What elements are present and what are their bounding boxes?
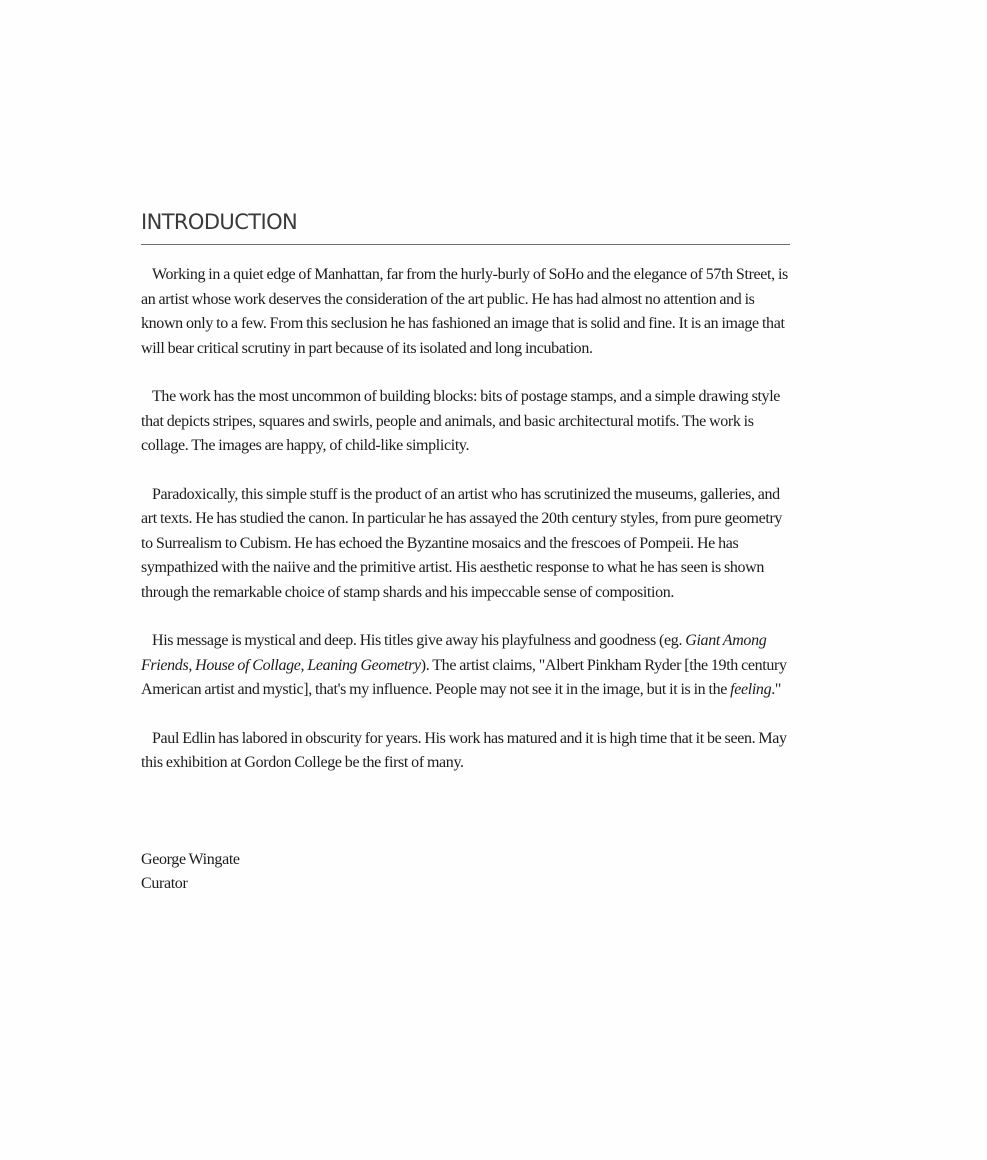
heading-rule: [141, 244, 790, 245]
paragraph-4-text-c: .": [771, 681, 782, 698]
paragraph-4-text-a: His message is mystical and deep. His titles give away his playfulness and goodness (eg.: [152, 632, 686, 649]
signature-name: George Wingate: [141, 850, 240, 868]
signature-title: Curator: [141, 875, 188, 892]
document-content: [141, 207, 790, 897]
paragraph-2: The work has the most uncommon of building blocks: bits of postage stamps, and a simple drawing style that depicts stripes, squares and swirls, people and animals, and basic architectural motifs. The work is collage. The images are happy, of child-like simplicity.: [141, 388, 781, 454]
paragraph-4: [141, 629, 790, 703]
paragraph-5: Paul Edlin has labored in obscurity for years. His work has matured and it is high time that it be seen. May this exhibition at Gordon College be the first of many.: [141, 729, 787, 771]
paragraph-1: Working in a quiet edge of Manhattan, far from the hurly-burly of SoHo and the elegance of 57th Street, is an artist whose work deserves the consideration of the art public. He has had almost no attention and is known only to a few. From this seclusion he has fashioned an image that is solid and fine. It is an image that will bear critical scrutiny in part because of its isolated and long incubation.: [141, 266, 788, 357]
paragraph-4-text-b: ). The artist claims, "Albert Pinkham Ryder [the 19th century American artist and mystic], that's my influence. People may not see it in the image, but it is in the: [141, 656, 787, 698]
section-heading: INTRODUCTION: [141, 210, 298, 234]
document-body: [141, 263, 790, 897]
paragraph-3: Paradoxically, this simple stuff is the product of an artist who has scrutinized the museums, galleries, and art texts. He has studied the canon. In particular he has assayed the 20th century styles, from pure geometry to Surrealism to Cubism. He has echoed the Byzantine mosaics and the frescoes of Pompeii. He has sympathized with the naiive and the primitive artist. His aesthetic response to what he has seen is shown through the remarkable choice of stamp shards and his impeccable sense of composition.: [141, 485, 783, 601]
emphasis-feeling: feeling: [730, 681, 772, 698]
artwork-titles: Giant Among Friends, House of Collage, Leaning Geometry: [141, 632, 767, 674]
signature-block: [141, 848, 790, 897]
